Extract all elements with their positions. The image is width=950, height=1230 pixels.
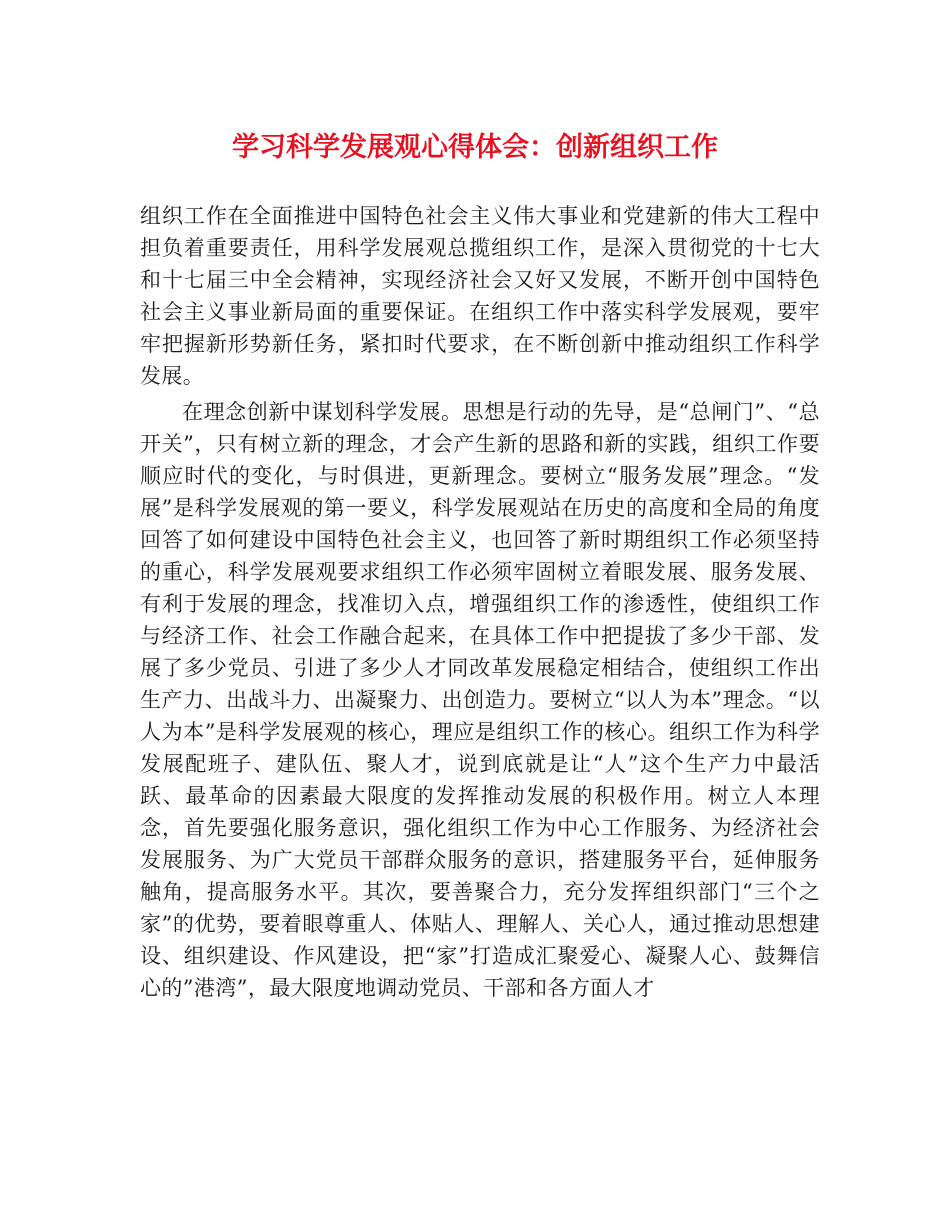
body-paragraph-2: 在理念创新中谋划科学发展。思想是行动的先导，是“总闸门”、“总开关”，只有树立新的理念，才会产生新的思路和新的实践，组织工作要顺应时代的变化，与时俱进，更新理念。要树立“服务发展”理念。“发展”是科学发展观的第一要义，科学发展观站在历史的高度和全局的角度回答了如何建设中国特色社会主义，也回答了新时期组织工作必须坚持的重心，科学发展观要求组织工作必须牢固树立着眼发展、服务发展、有利于发展的理念，找准切入点，增强组织工作的渗透性，使组织工作与经济工作、社会工作融合起来，在具体工作中把提拔了多少干部、发展了多少党员、引进了多少人才同改革发展稳定相结合，使组织工作出生产力、出战斗力、出凝聚力、出创造力。要树立“以人为本”理念。“以人为本”是科学发展观的核心，理应是组织工作的核心。组织工作为科学发展配班子、建队伍、聚人才，说到底就是让“人”这个生产力中最活跃、最革命的因素最大限度的发挥推动发展的积极作用。树立人本理念，首先要强化服务意识，强化组织工作为中心工作服务、为经济社会发展服务、为广大党员干部群众服务的意识，搭建服务平台，延伸服务触角，提高服务水平。其次，要善聚合力，充分发挥组织部门“三个之家”的优势，要着眼尊重人、体贴人、理解人、关心人，通过推动思想建设、组织建设、作风建设，把“家”打造成汇聚爱心、凝聚人心、鼓舞信心的”港湾”，最大限度地调动党员、干部和各方面人才	[140, 400, 820, 1000]
document-title: 学习科学发展观心得体会：创新组织工作	[232, 132, 718, 163]
document-body	[140, 200, 820, 1004]
body-paragraph-1: 组织工作在全面推进中国特色社会主义伟大事业和党建新的伟大工程中担负着重要责任，用科学发展观总揽组织工作，是深入贯彻党的十七大和十七届三中全会精神，实现经济社会又好又发展，不断开创中国特色社会主义事业新局面的重要保证。在组织工作中落实科学发展观，要牢牢把握新形势新任务，紧扣时代要求，在不断创新中推动组织工作科学发展。	[140, 204, 820, 388]
